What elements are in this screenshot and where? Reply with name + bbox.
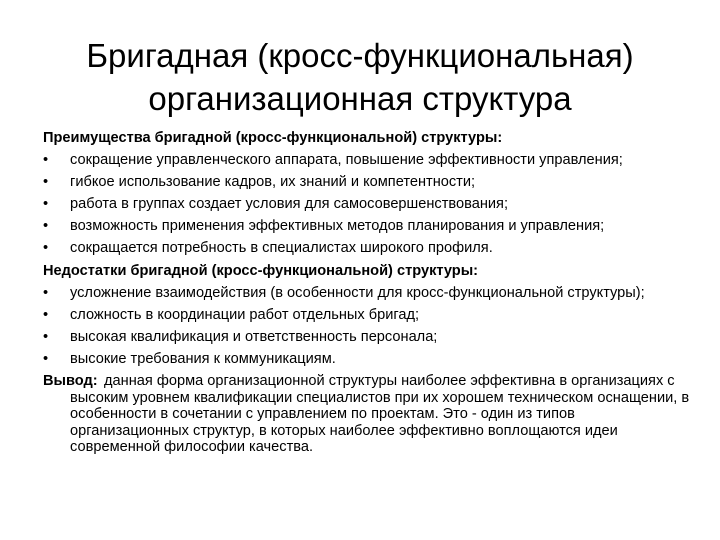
list-item-text: высокие требования к коммуникациям. bbox=[70, 350, 336, 367]
list-item bbox=[43, 285, 693, 302]
list-item bbox=[43, 174, 693, 191]
bullet-icon: • bbox=[43, 196, 49, 213]
bullet-icon: • bbox=[43, 174, 49, 191]
list-item bbox=[43, 152, 693, 169]
list-item-text: сложность в координации работ отдельных бригад; bbox=[70, 306, 420, 323]
conclusion-label: Вывод: bbox=[43, 373, 98, 390]
bullet-icon: • bbox=[43, 218, 49, 235]
advantages-heading: Преимущества бригадной (кросс-функциональной) структуры: bbox=[43, 130, 503, 146]
slide-title: Бригадная (кросс-функциональная) организационная структура bbox=[86, 37, 634, 117]
list-item-text: гибкое использование кадров, их знаний и компетентности; bbox=[70, 174, 476, 191]
list-item-text: работа в группах создает условия для самосовершенствования; bbox=[70, 196, 508, 213]
slide-content bbox=[43, 130, 693, 456]
bullet-icon: • bbox=[43, 328, 49, 345]
list-item-text: возможность применения эффективных методов планирования и управления; bbox=[70, 218, 605, 235]
list-item bbox=[43, 351, 693, 368]
list-item bbox=[43, 196, 693, 213]
list-item-text: сокращение управленческого аппарата, повышение эффективности управления; bbox=[70, 152, 623, 169]
list-item bbox=[43, 307, 693, 324]
bullet-icon: • bbox=[43, 350, 49, 367]
bullet-icon: • bbox=[43, 284, 49, 301]
bullet-icon: • bbox=[43, 152, 49, 169]
conclusion-paragraph bbox=[43, 373, 693, 456]
disadvantages-list bbox=[43, 285, 693, 368]
bullet-icon: • bbox=[43, 306, 49, 323]
list-item bbox=[43, 329, 693, 346]
list-item bbox=[43, 240, 693, 257]
list-item-text: усложнение взаимодействия (в особенности для кросс-функциональной структуры); bbox=[70, 284, 645, 301]
conclusion-text: данная форма организационной структуры наиболее эффективна в организациях с высоким уровнем квалификации специалистов при их хорошем техническом оснащении, в особенности в сочетании с управлением по проектам. Это - один из типов организационных структур, в которых наиболее эффективно воплощаются идеи современной философии качества. bbox=[70, 373, 690, 456]
advantages-list bbox=[43, 152, 693, 257]
list-item-text: сокращается потребность в специалистах широкого профиля. bbox=[70, 240, 493, 257]
bullet-icon: • bbox=[43, 240, 49, 257]
list-item bbox=[43, 218, 693, 235]
disadvantages-heading: Недостатки бригадной (кросс-функциональной) структуры: bbox=[43, 262, 479, 279]
list-item-text: высокая квалификация и ответственность персонала; bbox=[70, 328, 438, 345]
